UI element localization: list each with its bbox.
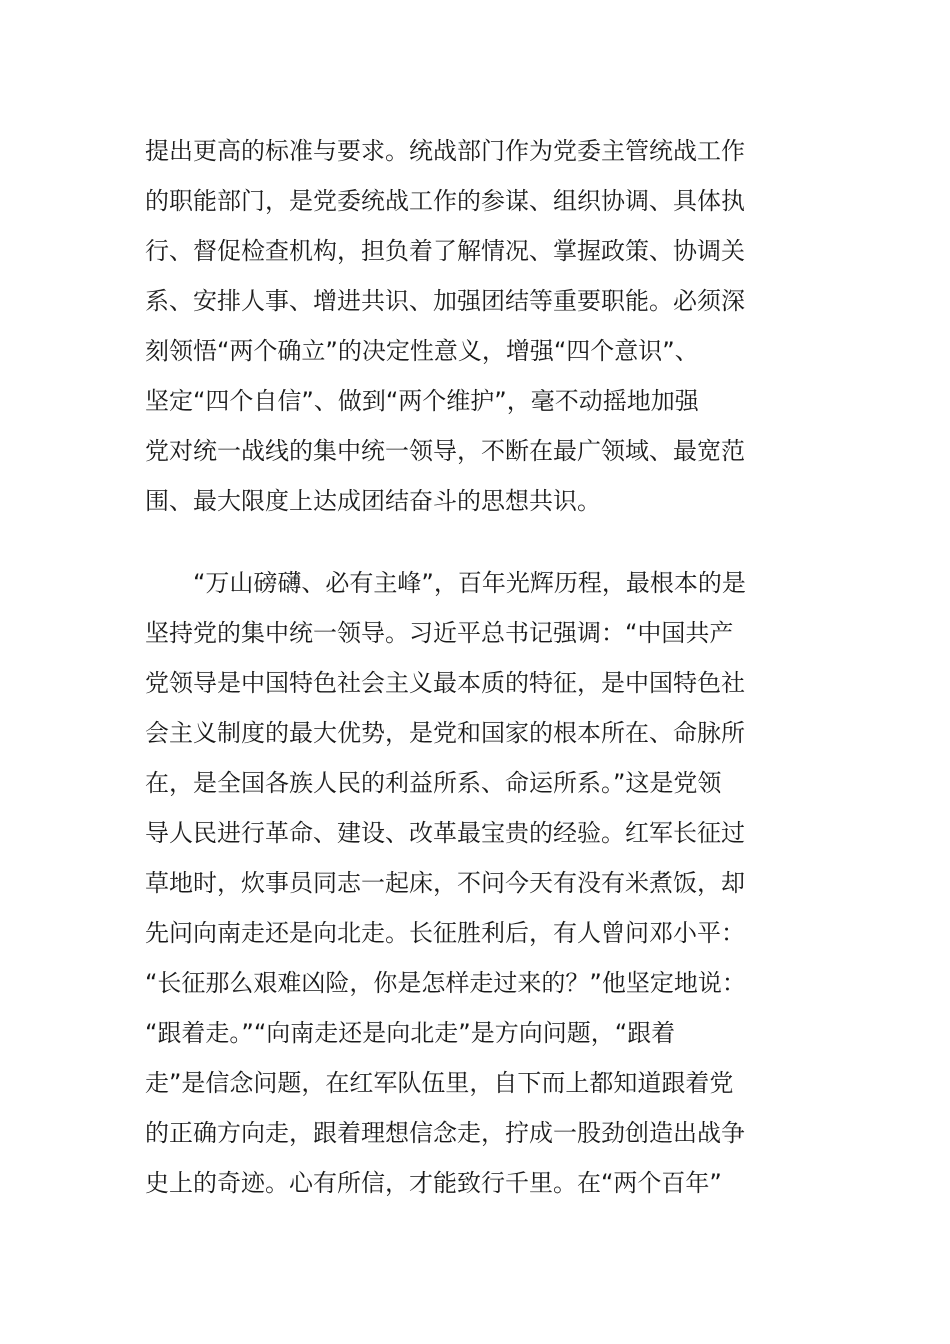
text-line: “跟着走。”“向南走还是向北走”是方向问题，“跟着: [145, 1019, 676, 1047]
text-line: 先问向南走还是向北走。长征胜利后，有人曾问邓小平：: [145, 919, 745, 947]
text-line: 导人民进行革命、建设、改革最宝贵的经验。红军长征过: [145, 819, 745, 847]
text-line: 史上的奇迹。心有所信，才能致行千里。在“两个百年”: [145, 1169, 722, 1197]
text-line: 党领导是中国特色社会主义最本质的特征，是中国特色社: [145, 669, 745, 697]
text-line: “万山磅礴、必有主峰”，百年光辉历程，最根本的是: [145, 569, 746, 597]
text-line: 刻领悟“两个确立”的决定性意义，增强“四个意识”、: [145, 337, 699, 365]
text-line: 提出更高的标准与要求。统战部门作为党委主管统战工作: [145, 137, 745, 165]
text-line: 走”是信念问题，在红军队伍里，自下而上都知道跟着党: [145, 1069, 734, 1097]
text-line: 坚持党的集中统一领导。习近平总书记强调：“中国共产: [145, 619, 734, 647]
text-line: 行、督促检查机构，担负着了解情况、掌握政策、协调关: [145, 237, 745, 265]
text-line: 坚定“四个自信”、做到“两个维护”，毫不动摇地加强: [145, 387, 699, 415]
text-line: 党对统一战线的集中统一领导，不断在最广领域、最宽范: [145, 437, 745, 465]
text-line: 的职能部门，是党委统战工作的参谋、组织协调、具体执: [145, 187, 745, 215]
text-line: 的正确方向走，跟着理想信念走，拧成一股劲创造出战争: [145, 1119, 745, 1147]
paragraph-1: [145, 126, 810, 526]
text-line: “长征那么艰难凶险，你是怎样走过来的？”他坚定地说：: [145, 969, 746, 997]
text-line: 会主义制度的最大优势，是党和国家的根本所在、命脉所: [145, 719, 745, 747]
text-line: 在，是全国各族人民的利益所系、命运所系。”这是党领: [145, 769, 722, 797]
text-line: 围、最大限度上达成团结奋斗的思想共识。: [145, 487, 601, 515]
paragraph-2: [145, 558, 810, 1208]
text-line: 系、安排人事、增进共识、加强团结等重要职能。必须深: [145, 287, 745, 315]
text-line: 草地时，炊事员同志一起床，不问今天有没有米煮饭，却: [145, 869, 745, 897]
